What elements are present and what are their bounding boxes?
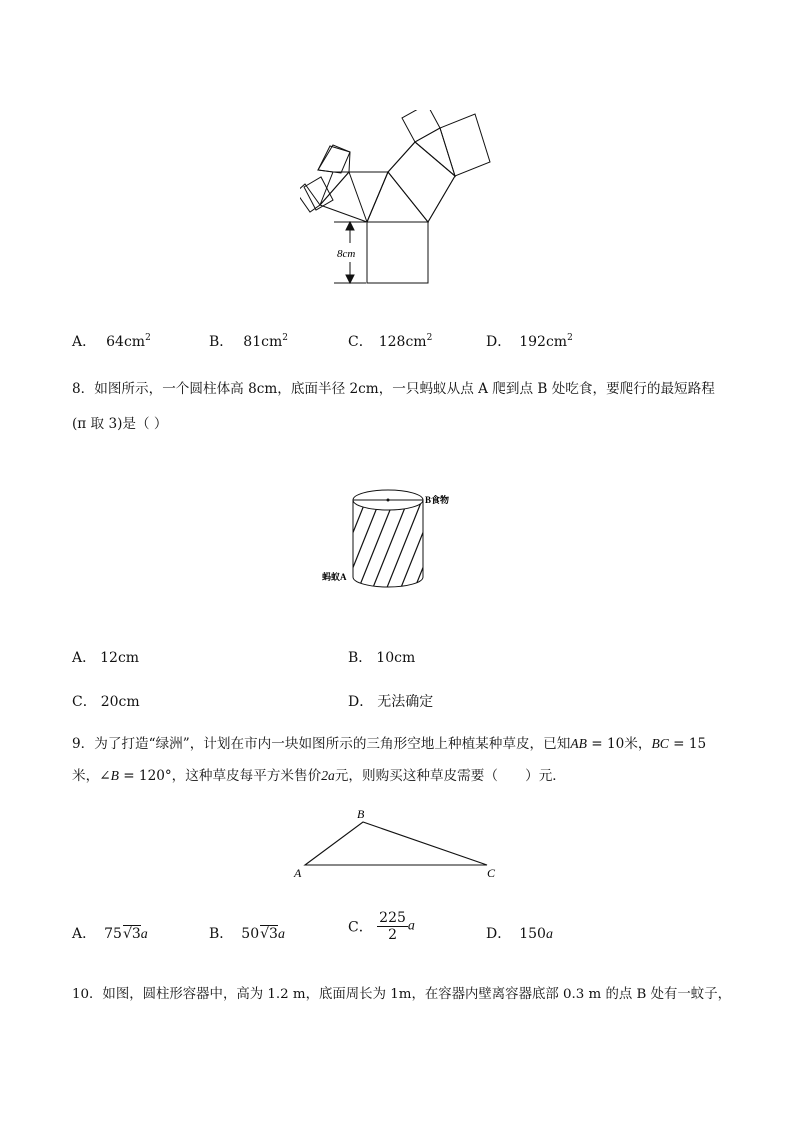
fraction: $\frac{225}{2}$ xyxy=(379,910,406,943)
cylinder-figure xyxy=(318,480,468,600)
q8-option-c[interactable]: C． 20cm xyxy=(72,694,140,710)
q9-option-a[interactable]: A． 75√3a xyxy=(72,926,148,942)
q8-text-line1: 8．如图所示，一个圆柱体高 8cm，底面半径 2cm，一只蚂蚁从点 A 爬到点 B 处吃食，要爬行的最短路程 xyxy=(72,381,715,397)
q10-text-line1: 10．如图，圆柱形容器中，高为 1.2 m，底面周长为 1m，在容器内壁离容器底部 0.3 m 的点 B 处有一蚊子， xyxy=(72,987,731,1002)
top-triangle xyxy=(367,172,428,222)
triangle-figure xyxy=(290,802,500,882)
left-square xyxy=(349,172,388,222)
vertex-b: B xyxy=(357,807,365,821)
q7-option-b[interactable]: B． $81cm^2$ xyxy=(209,333,288,350)
q7-option-c[interactable]: C． $128cm^2$ xyxy=(348,333,433,350)
q9-option-c[interactable]: C． $\frac{225}{2}$ a xyxy=(348,910,415,943)
q9-text-line1: 9．为了打造“绿洲”，计划在市内一块如图所示的三角形空地上种植某种草皮，已知AB = 10米，BC = 15 xyxy=(72,736,707,752)
base-square xyxy=(367,222,428,283)
q8-option-b[interactable]: B． 10cm xyxy=(348,650,416,666)
label-ant-a: 蚂蚁A xyxy=(322,572,347,582)
q9-option-b[interactable]: B． 50√3a xyxy=(209,926,285,942)
vertex-c: C xyxy=(487,866,496,880)
vertex-a: A xyxy=(294,866,302,880)
pythagoras-tree-figure xyxy=(300,110,500,290)
q8-text-line2: (π 取 3)是（ ） xyxy=(72,416,168,432)
q9-text-line2: 米，∠B = 120°，这种草皮每平方米售价2a元，则购买这种草皮需要（ ）元． xyxy=(72,768,566,784)
q7-option-d[interactable]: D． $192cm^2$ xyxy=(486,333,573,350)
q8-option-a[interactable]: A． 12cm xyxy=(72,650,140,666)
height-label: 8cm xyxy=(337,248,356,260)
q8-option-d[interactable]: D． 无法确定 xyxy=(348,694,434,710)
q9-option-d[interactable]: D． 150a xyxy=(486,926,553,942)
label-b-food: B食物 xyxy=(425,495,450,505)
q7-option-a[interactable]: A． $64cm^2$ xyxy=(72,333,151,350)
right-square xyxy=(388,142,455,222)
